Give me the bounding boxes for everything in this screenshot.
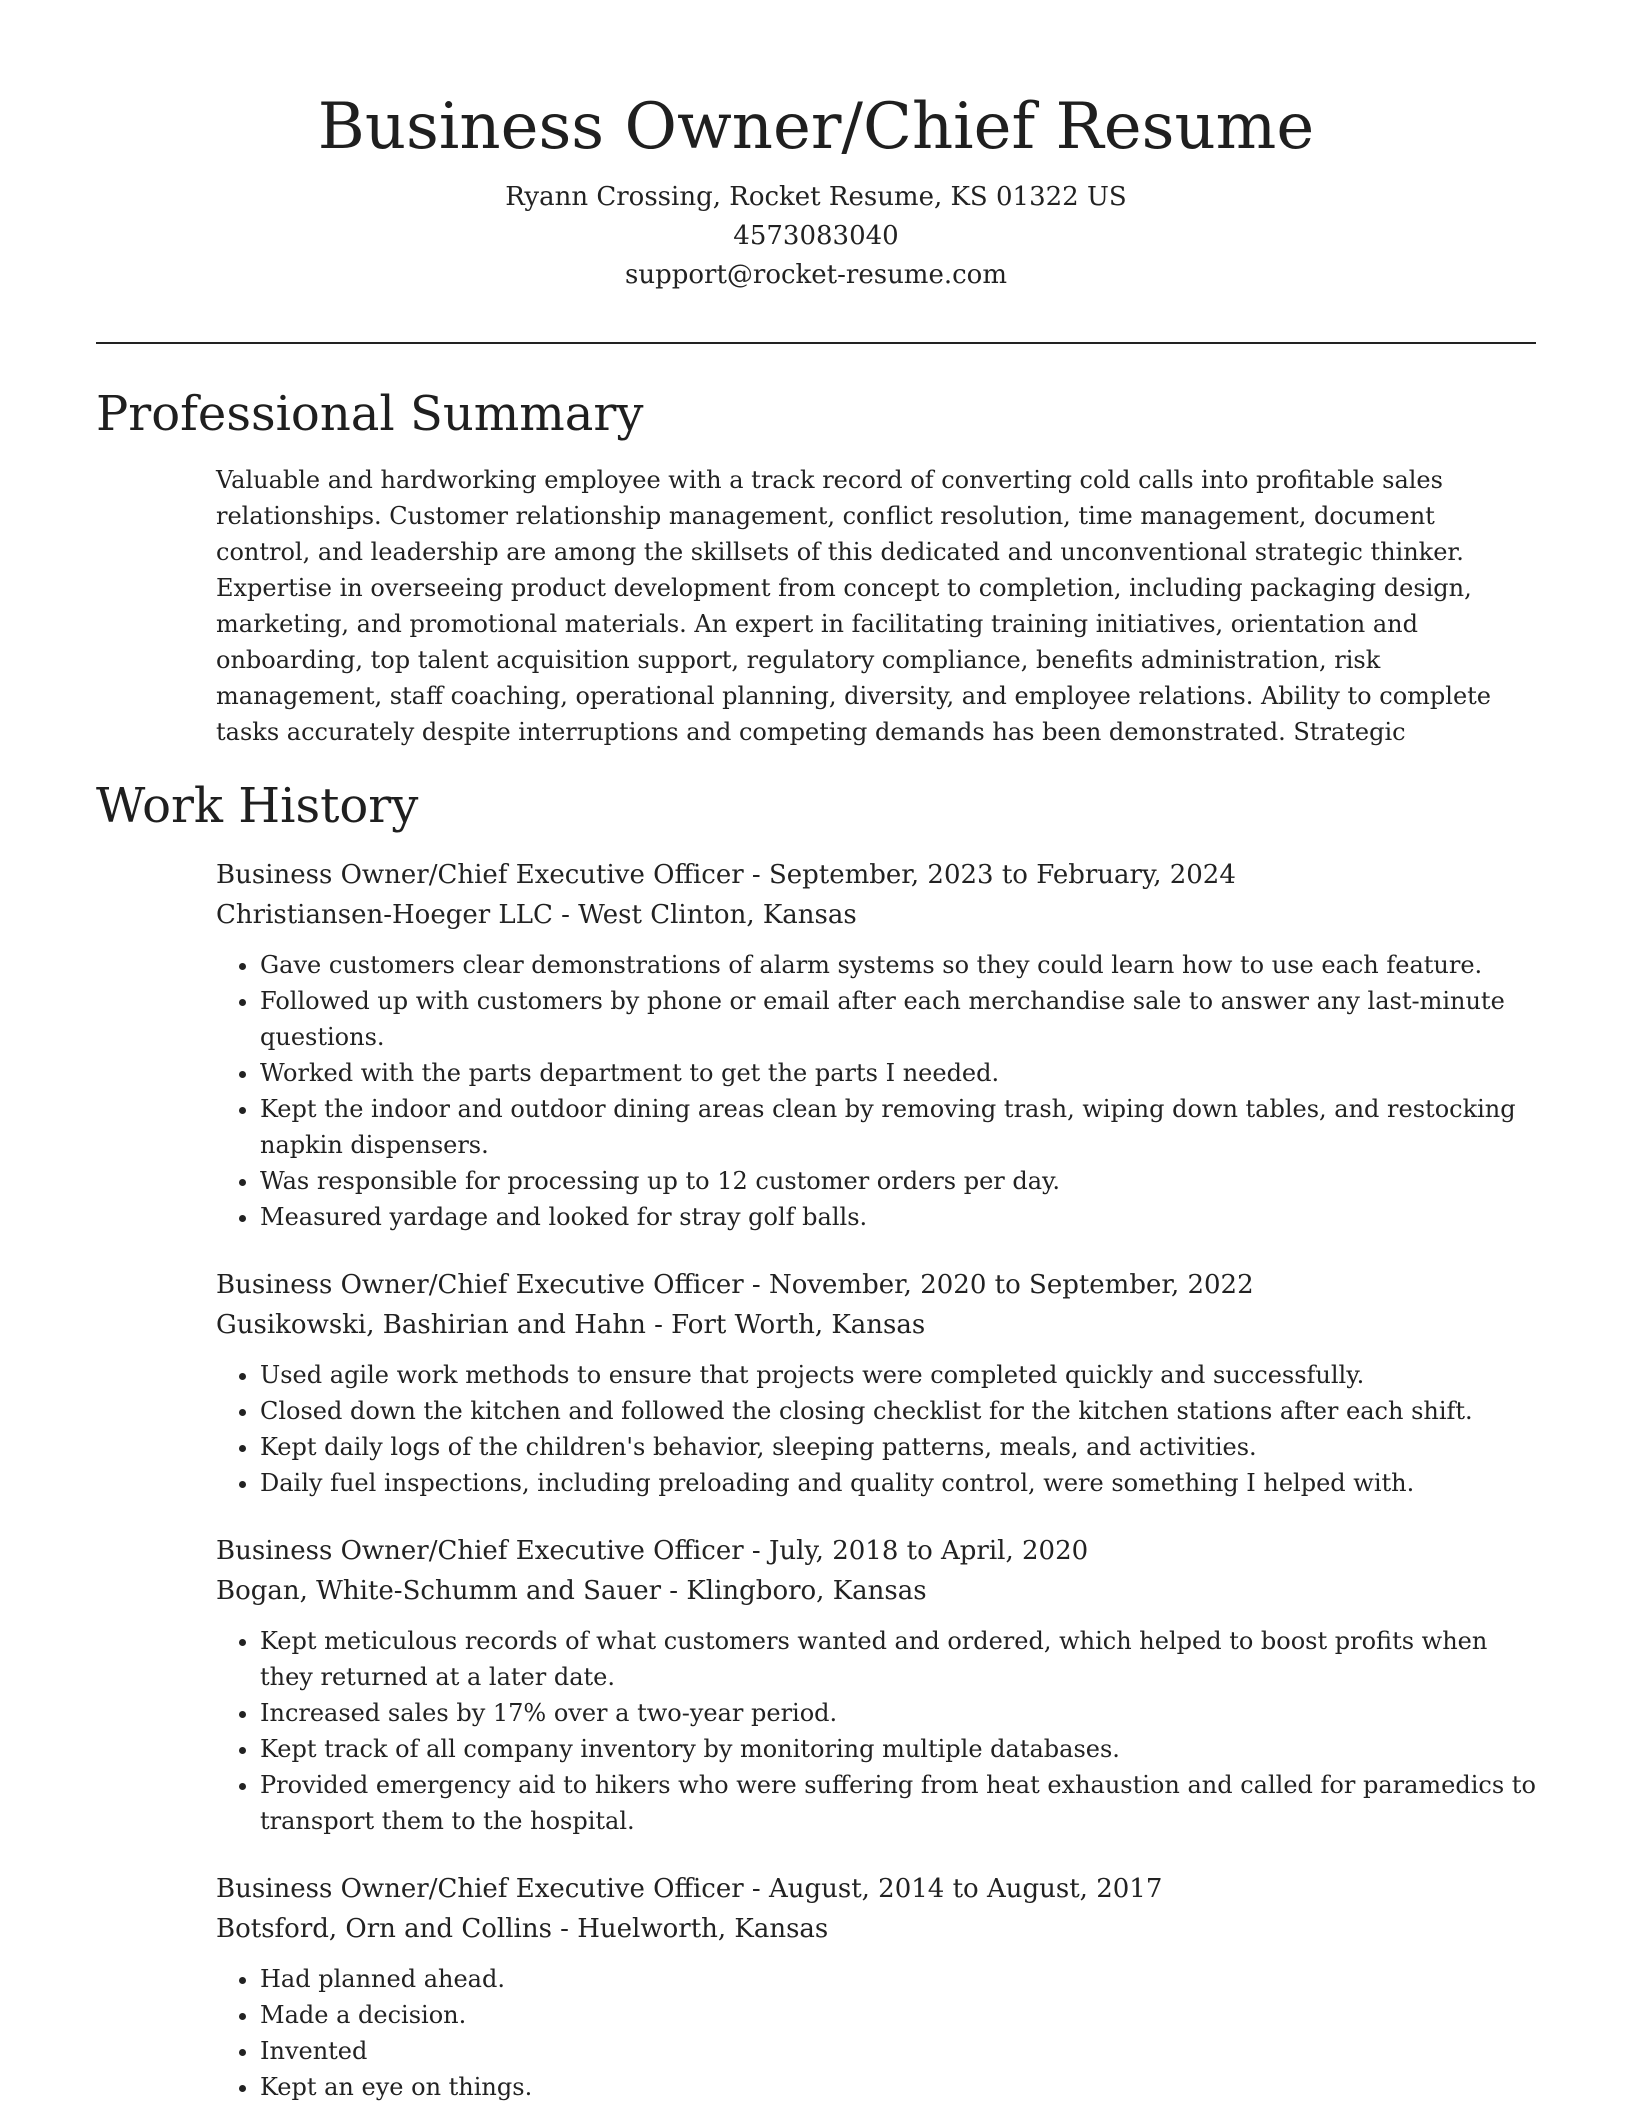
job-title-dates: Business Owner/Chief Executive Officer - August, 2014 to August, 2017 (216, 1874, 1163, 1904)
job-title-dates: Business Owner/Chief Executive Officer - July, 2018 to April, 2020 (216, 1536, 1089, 1566)
job-bullet: • Kept meticulous records of what customers wanted and ordered, which helped to boost profits when they returned at a later date. (260, 1623, 1536, 1695)
job-bullets (216, 1357, 1536, 1501)
job-bullet: • Closed down the kitchen and followed the closing checklist for the kitchen stations after each shift. (260, 1393, 1536, 1429)
contact-phone: 4573083040 (733, 221, 899, 251)
resume-header (0, 0, 1632, 295)
job-company-location: Botsford, Orn and Collins - Huelworth, Kansas (216, 1914, 829, 1944)
job-company-location: Bogan, White-Schumm and Sauer - Klingboro, Kansas (216, 1576, 927, 1606)
section-title-summary: Professional Summary (96, 386, 644, 442)
job-title-dates: Business Owner/Chief Executive Officer - November, 2020 to September, 2022 (216, 1270, 1254, 1300)
job-bullet: • Measured yardage and looked for stray golf balls. (260, 1199, 1536, 1235)
job-company-location: Gusikowski, Bashirian and Hahn - Fort Worth, Kansas (216, 1310, 926, 1340)
job-bullet: • Used agile work methods to ensure that projects were completed quickly and successfully. (260, 1357, 1536, 1393)
job-company-location: Christiansen-Hoeger LLC - West Clinton, Kansas (216, 900, 857, 930)
job-bullet: • Increased sales by 17% over a two-year period. (260, 1695, 1536, 1731)
page-title: Business Owner/Chief Resume (317, 90, 1315, 164)
contact-block (0, 178, 1632, 295)
contact-email: support@rocket-resume.com (624, 260, 1007, 290)
work-history-list (216, 855, 1536, 2112)
job-entry (216, 1869, 1536, 2105)
contact-address: Ryann Crossing, Rocket Resume, KS 01322 US (505, 182, 1127, 212)
job-bullet: • Followed up with customers by phone or email after each merchandise sale to answer any last-minute questions. (260, 983, 1536, 1055)
job-entry (216, 1531, 1536, 1839)
job-entry (216, 855, 1536, 1235)
job-bullet: • Made a decision. (260, 1997, 1536, 2033)
job-bullet: • Kept an eye on things. (260, 2069, 1536, 2105)
job-bullet: • Daily fuel inspections, including preloading and quality control, were something I helped with. (260, 1465, 1536, 1501)
job-bullet: • Worked with the parts department to get the parts I needed. (260, 1055, 1536, 1091)
job-bullet: • Kept daily logs of the children's behavior, sleeping patterns, meals, and activities. (260, 1429, 1536, 1465)
job-entry (216, 1265, 1536, 1501)
job-bullet: • Gave customers clear demonstrations of alarm systems so they could learn how to use each feature. (260, 947, 1536, 983)
job-bullet: • Invented (260, 2033, 1536, 2069)
section-title-work-history: Work History (96, 778, 419, 834)
job-bullet: • Kept track of all company inventory by monitoring multiple databases. (260, 1731, 1536, 1767)
job-bullets (216, 947, 1536, 1235)
summary-paragraph: Valuable and hardworking employee with a track record of converting cold calls into profitable sales relationships. Customer relationship management, conflict resolution, time management, document control, and leadership are among the skillsets of this dedicated and unconventional strategic thinker. Expertise in overseeing product development from concept to completion, including packaging design, marketing, and promotional materials. An expert in facilitating training initiatives, orientation and onboarding, top talent acquisition support, regulatory compliance, benefits administration, risk management, staff coaching, operational planning, diversity, and employee relations. Ability to complete tasks accurately despite interruptions and competing demands has been demonstrated. Strategic (216, 466, 1491, 746)
job-bullet: • Kept the indoor and outdoor dining areas clean by removing trash, wiping down tables, and restocking napkin dispensers. (260, 1091, 1536, 1163)
job-bullet: • Was responsible for processing up to 12 customer orders per day. (260, 1163, 1536, 1199)
job-bullets (216, 1623, 1536, 1839)
job-bullets (216, 1961, 1536, 2105)
job-bullet: • Had planned ahead. (260, 1961, 1536, 1997)
header-divider (96, 342, 1536, 344)
job-bullet: • Provided emergency aid to hikers who were suffering from heat exhaustion and called for paramedics to transport them to the hospital. (260, 1767, 1536, 1839)
job-title-dates: Business Owner/Chief Executive Officer - September, 2023 to February, 2024 (216, 860, 1236, 890)
